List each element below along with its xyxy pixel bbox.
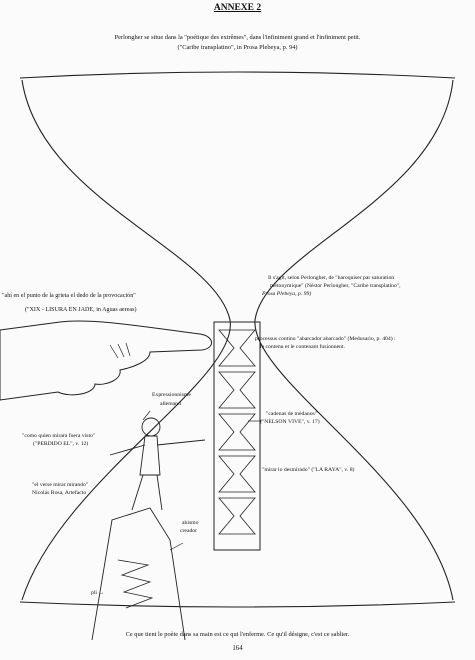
pointing-hand (0, 321, 212, 400)
figure-body (110, 436, 205, 510)
hourglass-base (20, 602, 455, 607)
label-cadenas-1: "cadenas de médanos" (266, 411, 318, 417)
label-como-quien-1: "como quien mirara fuera visto" (22, 433, 96, 439)
intro-line-2: ("Caribe transplatino", in Prosa Plebeya, p. 94) (177, 44, 298, 51)
page-title: ANNEXE 2 (213, 3, 262, 13)
rock (92, 508, 185, 640)
label-abismo-2: creador (180, 528, 198, 534)
right-note-line-2: métonymique" (Néstor Perlongher, "Caribe transplatino", (270, 283, 401, 289)
hourglass-column (214, 322, 260, 550)
process-note-line-1: processus continu "abarcador abarcado" (Medusario, p. 404) : (255, 336, 396, 342)
label-el-verse-2: Nicolás Rosa, Artefacto (32, 490, 87, 496)
label-como-quien-2: ("PERDIDO EL", v. 12) (33, 441, 89, 447)
label-abismo-1: abismo (182, 520, 199, 526)
left-quote-line-1: "ahí en el punto de la grieta el dedo de la provocación" (2, 293, 136, 299)
mini-hourglasses (219, 330, 255, 534)
fold-zigzag (118, 560, 152, 608)
page-number: 164 (232, 645, 243, 652)
right-note-line-1: Il s'agit, selon Perlongher, de "baroquiser par saturation (268, 275, 395, 281)
label-expressionnisme-1: Expressionnisme (152, 392, 191, 398)
label-expressionnisme-2: allemand (160, 401, 181, 407)
label-el-verse-1: "el verse mirar mirando" (32, 482, 89, 488)
footer-caption: Ce que tient le poète dans sa main est ce qui l'enferme. Ce qu'il désigne, c'est ce sablier. (125, 631, 350, 638)
hourglass-left-wall (22, 80, 230, 600)
label-pli: pli → (91, 590, 105, 596)
figure-head (142, 418, 160, 436)
arrow-abismo (170, 543, 183, 550)
label-mirar-lo: "mirar lo desmirado" ("LA RAYA", v. 8) (262, 467, 355, 473)
intro-line-1: Perlongher se situe dans la "poétique des extrêmes", dans l'infiniment grand et l'infiniment petit. (114, 34, 361, 41)
hourglass-outline (20, 72, 455, 78)
right-note-line-3: Prosa Plebeya, p. 99) (262, 291, 312, 297)
process-note-line-2: le contenu et le contenant fusionnent. (260, 344, 345, 350)
left-quote-line-2: ("XIX - LISURA EN JADE, in Aguas aereas) (25, 307, 137, 313)
label-cadenas-2: ("NELSON VIVE", v. 17) (260, 419, 320, 425)
